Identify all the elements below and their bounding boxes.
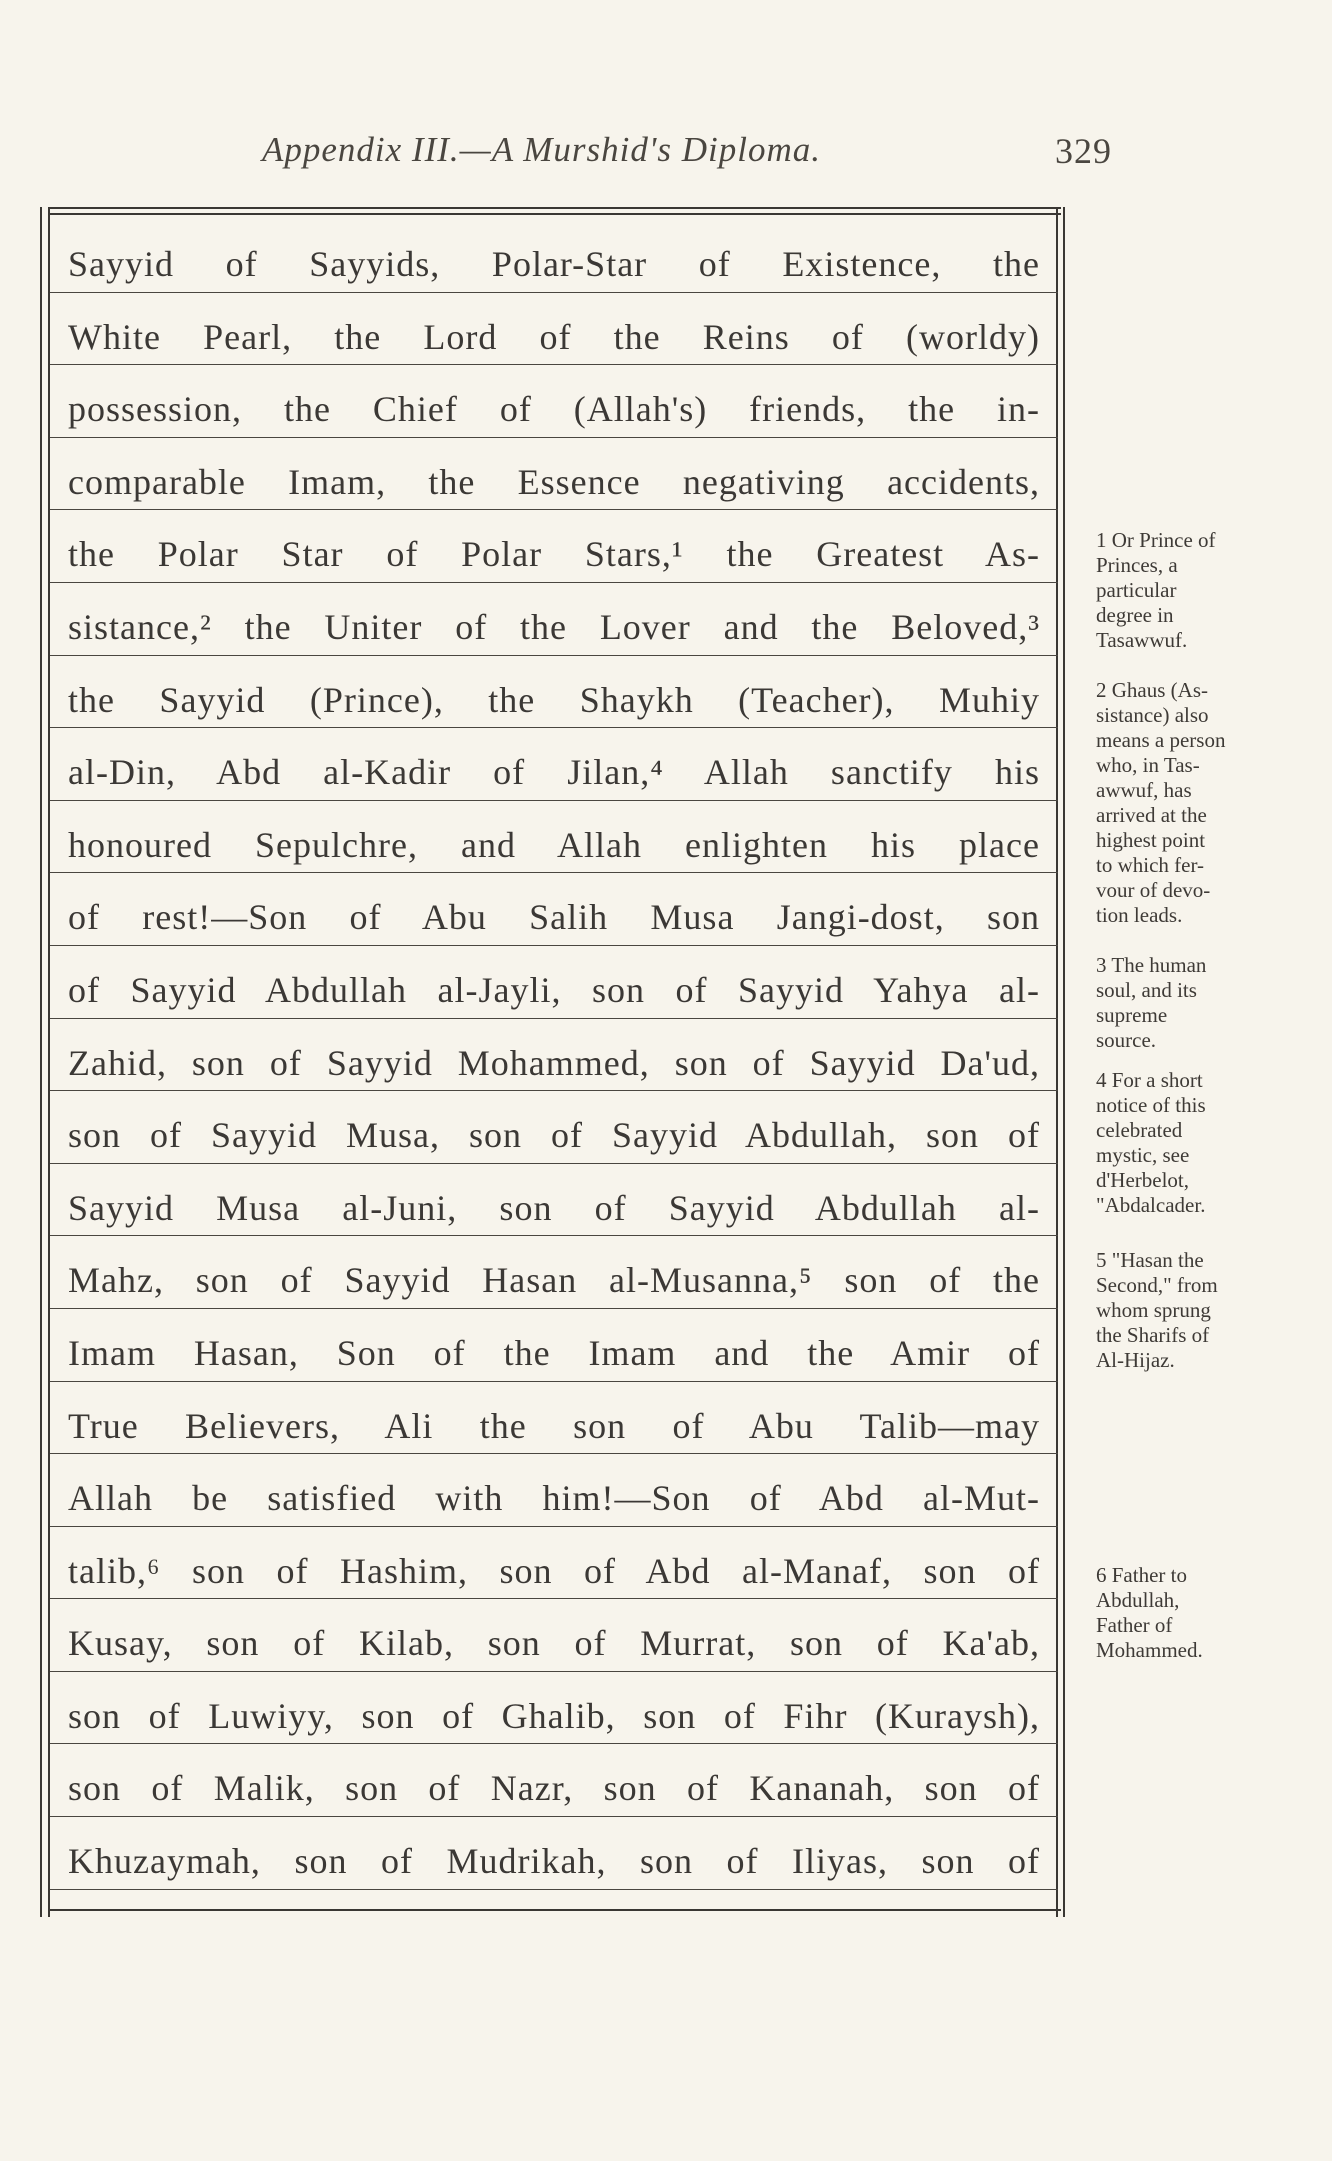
text-line-content: Zahid, son of Sayyid Mohammed, son of Sayyid Da'ud, [68, 1042, 1040, 1083]
diploma-text [50, 220, 1058, 1890]
text-line-content: True Believers, Ali the son of Abu Talib—may [68, 1405, 1040, 1446]
text-line [50, 873, 1058, 946]
running-title: Appendix III.—A Murshid's Diploma. [262, 130, 821, 169]
footnote-text: 4 For a short notice of this celebrated mystic, see d'Herbelot, "Abdalcader. [1096, 1068, 1206, 1217]
text-line [50, 510, 1058, 583]
text-line-content: the Polar Star of Polar Stars,¹ the Greatest As- [68, 534, 1040, 575]
footnote-text: 5 "Hasan the Second," from whom sprung the Sharifs of Al-Hijaz. [1096, 1248, 1218, 1372]
text-line-content: Mahz, son of Sayyid Hasan al-Musanna,⁵ son of the [68, 1260, 1040, 1301]
text-line [50, 728, 1058, 801]
frame-bottom-rule [48, 1909, 1061, 1911]
footnote [1096, 953, 1332, 1053]
text-line-content: Kusay, son of Kilab, son of Murrat, son of Ka'ab, [68, 1623, 1040, 1664]
text-line [50, 801, 1058, 874]
footnote [1096, 1068, 1332, 1218]
text-line [50, 1309, 1058, 1382]
text-line-content: of rest!—Son of Abu Salih Musa Jangi-dost, son [68, 897, 1040, 938]
text-line-content: son of Malik, son of Nazr, son of Kananah, son of [68, 1768, 1040, 1809]
text-line [50, 583, 1058, 656]
text-line [50, 1817, 1058, 1890]
footnote-text: 3 The human soul, and its supreme source. [1096, 953, 1207, 1052]
text-line-content: Sayyid of Sayyids, Polar-Star of Existence, the [68, 244, 1040, 284]
page-number: 329 [1055, 131, 1112, 171]
text-line [50, 656, 1058, 729]
text-line-content: of Sayyid Abdullah al-Jayli, son of Sayyid Yahya al- [68, 969, 1040, 1010]
text-line-content: son of Sayyid Musa, son of Sayyid Abdullah, son of [68, 1115, 1040, 1156]
text-line-content: son of Luwiyy, son of Ghalib, son of Fihr (Kuraysh), [68, 1695, 1040, 1736]
text-line-content: sistance,² the Uniter of the Lover and the Beloved,³ [68, 606, 1040, 647]
text-line [50, 365, 1058, 438]
text-line [50, 1382, 1058, 1455]
frame-border-right-outer [1063, 207, 1065, 1917]
text-line-content: al-Din, Abd al-Kadir of Jilan,⁴ Allah sanctify his [68, 752, 1040, 793]
frame-top-rule [48, 207, 1061, 209]
text-line [50, 1744, 1058, 1817]
text-line [50, 438, 1058, 511]
text-line [50, 220, 1058, 293]
text-line-content: White Pearl, the Lord of the Reins of (worldy) [68, 316, 1040, 357]
footnote [1096, 1248, 1332, 1373]
footnote [1096, 528, 1332, 653]
text-line [50, 1454, 1058, 1527]
text-line [50, 293, 1058, 366]
text-line-content: comparable Imam, the Essence negativing accidents, [68, 461, 1040, 502]
running-header [0, 130, 1332, 180]
text-line [50, 1091, 1058, 1164]
text-line [50, 946, 1058, 1019]
text-line-content: Imam Hasan, Son of the Imam and the Amir of [68, 1332, 1040, 1373]
text-line-content: possession, the Chief of (Allah's) friends, the in- [68, 389, 1040, 430]
text-line [50, 1236, 1058, 1309]
text-line [50, 1672, 1058, 1745]
frame-top-rule-inner [48, 213, 1061, 215]
frame-border-left-outer [40, 207, 42, 1917]
text-line-content: Allah be satisfied with him!—Son of Abd al-Mut- [68, 1478, 1040, 1519]
text-line [50, 1599, 1058, 1672]
text-line [50, 1164, 1058, 1237]
text-line [50, 1019, 1058, 1092]
text-line-content: the Sayyid (Prince), the Shaykh (Teacher), Muhiy [68, 679, 1040, 720]
text-line [50, 1527, 1058, 1600]
text-line-content: honoured Sepulchre, and Allah enlighten his place [68, 824, 1040, 865]
text-line-content: talib,⁶ son of Hashim, son of Abd al-Manaf, son of [68, 1550, 1040, 1591]
footnote [1096, 1563, 1332, 1663]
footnote-text: 1 Or Prince of Princes, a particular degree in Tasawwuf. [1096, 528, 1216, 652]
text-line-content: Khuzaymah, son of Mudrikah, son of Iliyas, son of [68, 1841, 1040, 1882]
footnote-text: 2 Ghaus (As- sistance) also means a person who, in Tas- awwuf, has arrived at the highest point to which fer- vour of devo- tion leads. [1096, 678, 1226, 927]
footnote [1096, 678, 1332, 928]
footnote-text: 6 Father to Abdullah, Father of Mohammed. [1096, 1563, 1203, 1662]
text-line-content: Sayyid Musa al-Juni, son of Sayyid Abdullah al- [68, 1187, 1040, 1228]
